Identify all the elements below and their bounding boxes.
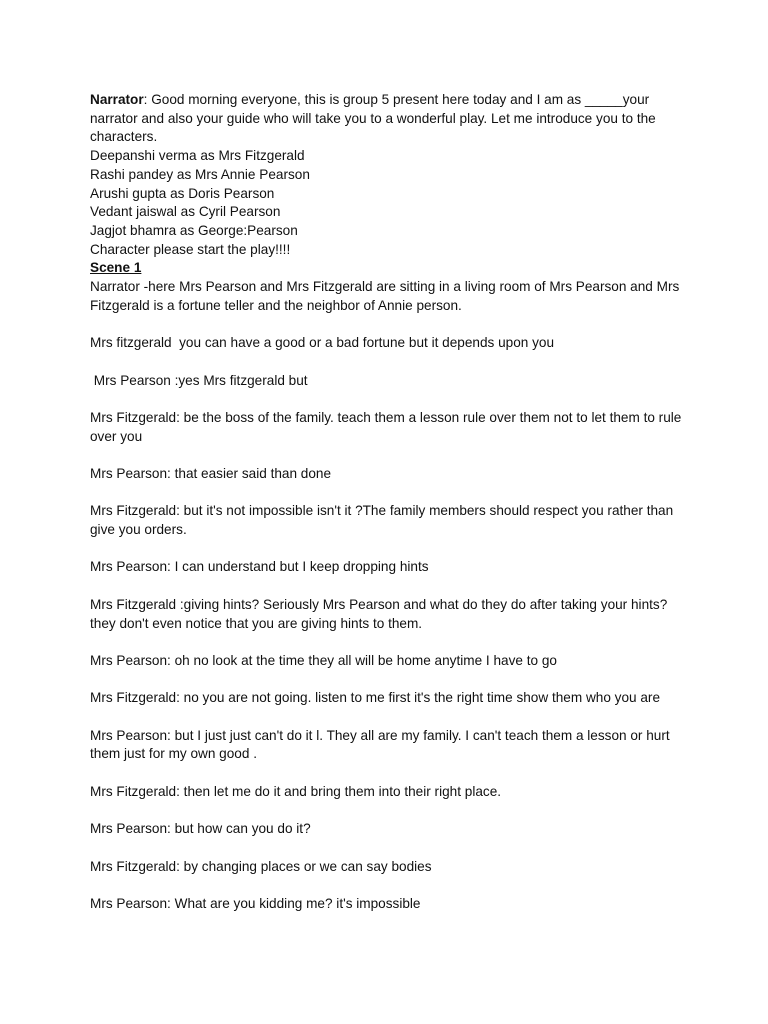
cast-line: Deepanshi verma as Mrs Fitzgerald xyxy=(90,148,305,164)
dialogue-line: Mrs Pearson: but I just just can't do it l. They all are my family. I can't teach them a lesson or hurt them just for my own good . xyxy=(90,727,674,762)
dialogue-line: Mrs Pearson: I can understand but I keep dropping hints xyxy=(90,559,429,575)
dialogue-line: Mrs Fitzgerald :giving hints? Seriously Mrs Pearson and what do they do after taking your hints? they don't even notice that you are giving hints to them. xyxy=(90,596,672,631)
narrator-speaker: Narrator xyxy=(90,92,144,107)
dialogue-line: Mrs Fitzgerald: by changing places or we can say bodies xyxy=(90,858,432,874)
dialogue-line: Mrs fitzgerald you can have a good or a bad fortune but it depends upon you xyxy=(90,335,555,351)
dialogue-line: Mrs Fitzgerald: be the boss of the family. teach them a lesson rule over them not to let them to rule over you xyxy=(90,409,686,444)
document-page xyxy=(90,91,690,932)
cast-line: Rashi pandey as Mrs Annie Pearson xyxy=(90,166,310,182)
start-line: Character please start the play!!!! xyxy=(90,241,291,257)
dialogue-line: Mrs Pearson: oh no look at the time they all will be home anytime I have to go xyxy=(90,652,557,668)
scene-intro: Narrator -here Mrs Pearson and Mrs Fitzgerald are sitting in a living room of Mrs Pearson and Mrs Fitzgerald is a fortune teller and the neighbor of Annie person. xyxy=(90,279,684,313)
dialogue-line: Mrs Fitzgerald: no you are not going. listen to me first it's the right time show them who you are xyxy=(90,690,661,706)
cast-line: Arushi gupta as Doris Pearson xyxy=(90,185,275,201)
dialogue-line: Mrs Pearson: but how can you do it? xyxy=(90,821,311,837)
dialogue-line: Mrs Pearson :yes Mrs fitzgerald but xyxy=(90,372,308,388)
dialogue-line: Mrs Fitzgerald: but it's not impossible isn't it ?The family members should respect you rather than give you orders. xyxy=(90,503,677,538)
dialogue-line: Mrs Pearson: that easier said than done xyxy=(90,466,332,481)
narrator-intro-text: : Good morning everyone, this is group 5 present here today and I am as _____your narrator and also your guide who will take you to a wonderful play. Let me introduce you to the characters. xyxy=(90,92,660,145)
cast-line: Jagjot bhamra as George:Pearson xyxy=(90,222,298,238)
dialogue-line: Mrs Fitzgerald: then let me do it and bring them into their right place. xyxy=(90,783,502,799)
cast-line: Vedant jaiswal as Cyril Pearson xyxy=(90,204,281,220)
scene-heading: Scene 1 xyxy=(90,260,142,276)
dialogue-line: Mrs Pearson: What are you kidding me? it's impossible xyxy=(90,896,421,912)
narrator-intro xyxy=(90,91,690,147)
